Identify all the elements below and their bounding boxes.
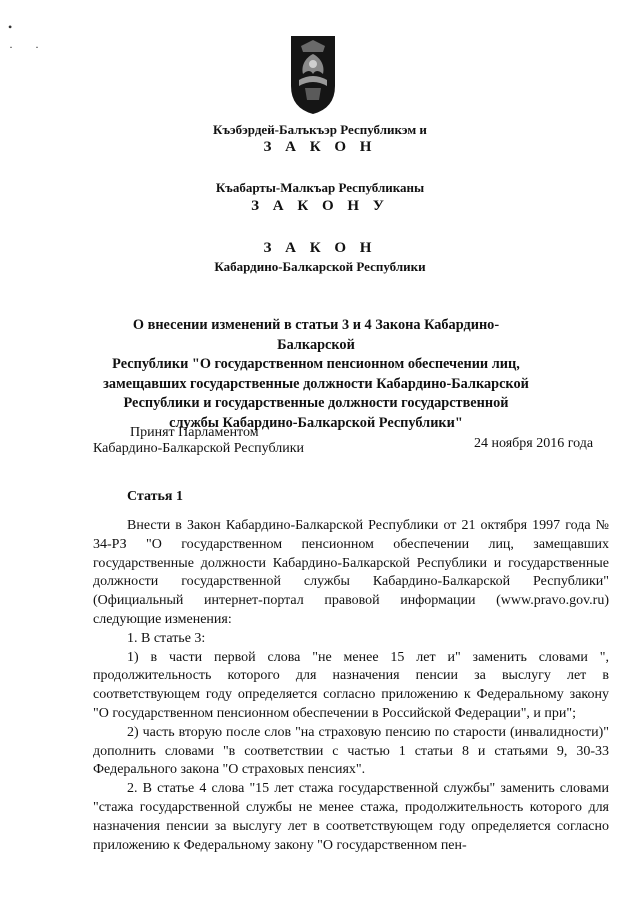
- header-word-balkar: З А К О Н У: [251, 198, 389, 214]
- title-line: О внесении изменений в статьи 3 и 4 Закона Кабардино-Балкарской: [132, 317, 500, 353]
- article-body: [93, 517, 609, 855]
- title-line: замещавших государственные должности Кабардино-Балкарской: [103, 375, 529, 392]
- scan-mark: ·: [9, 40, 13, 54]
- header-line-kabardian: Къэбэрдей-Балъкъэр Республикэм и: [213, 122, 427, 137]
- header-word-kabardian: З А К О Н: [263, 139, 377, 155]
- adoption-date: 24 ноября 2016 года: [474, 436, 594, 451]
- adopted-by-label: Принят Парламентом: [130, 425, 259, 440]
- scan-mark: •: [8, 20, 13, 34]
- header-word-russian: З А К О Н: [263, 240, 377, 256]
- title-line: Республики и государственные должности государственной: [123, 395, 509, 412]
- title-line: службы Кабардино-Балкарской Республики": [169, 414, 463, 431]
- header-line-russian: Кабардино-Балкарской Республики: [214, 259, 426, 274]
- paragraph: 2. В статье 4 слова "15 лет стажа государственной службы" заменить словами "стажа государственной службы не менее стажа, продолжительность которого для назначения пенсии за выслугу лет в соответствующем году определяется согласно приложению к Федеральному закону "О государственном пен-: [93, 781, 609, 853]
- adopted-by-parliament: Кабардино-Балкарской Республики: [93, 441, 304, 456]
- paragraph: 1. В статье 3:: [127, 630, 206, 646]
- law-title: [96, 316, 536, 434]
- paragraph: 1) в части первой слова "не менее 15 лет и" заменить словами ", продолжительность которого для назначения пенсии за выслугу лет в соответствующем году определяется согласно приложению к Федеральному закону "О государственном пенсионном обеспечении в Российской Федерации", и при";: [93, 649, 609, 721]
- paragraph: Внести в Закон Кабардино-Балкарской Республики от 21 октября 1997 года № 34-РЗ "О государственном пенсионном обеспечении лиц, замещавших государственные должности Кабардино-Балкарской Республики и государственные должности государственной службы Кабардино-Балкарской Республики" (Официальный интернет-портал правовой информации (www.pravo.gov.ru) следующие изменения:: [93, 518, 609, 627]
- article-heading: Статья 1: [127, 489, 183, 504]
- scan-mark: ·: [35, 40, 39, 54]
- title-line: Республики "О государственном пенсионном обеспечении лиц,: [112, 356, 520, 373]
- header-line-balkar: Къабарты-Малкъар Республиканы: [215, 180, 425, 195]
- paragraph: 2) часть вторую после слов "на страховую пенсию по старости (инвалидности)" дополнить словами "в соответствии с частью 1 статьи 8 и статьями 9, 30-33 Федерального закона "О страховых пенсиях".: [93, 724, 609, 778]
- coat-of-arms-emblem: [287, 34, 339, 116]
